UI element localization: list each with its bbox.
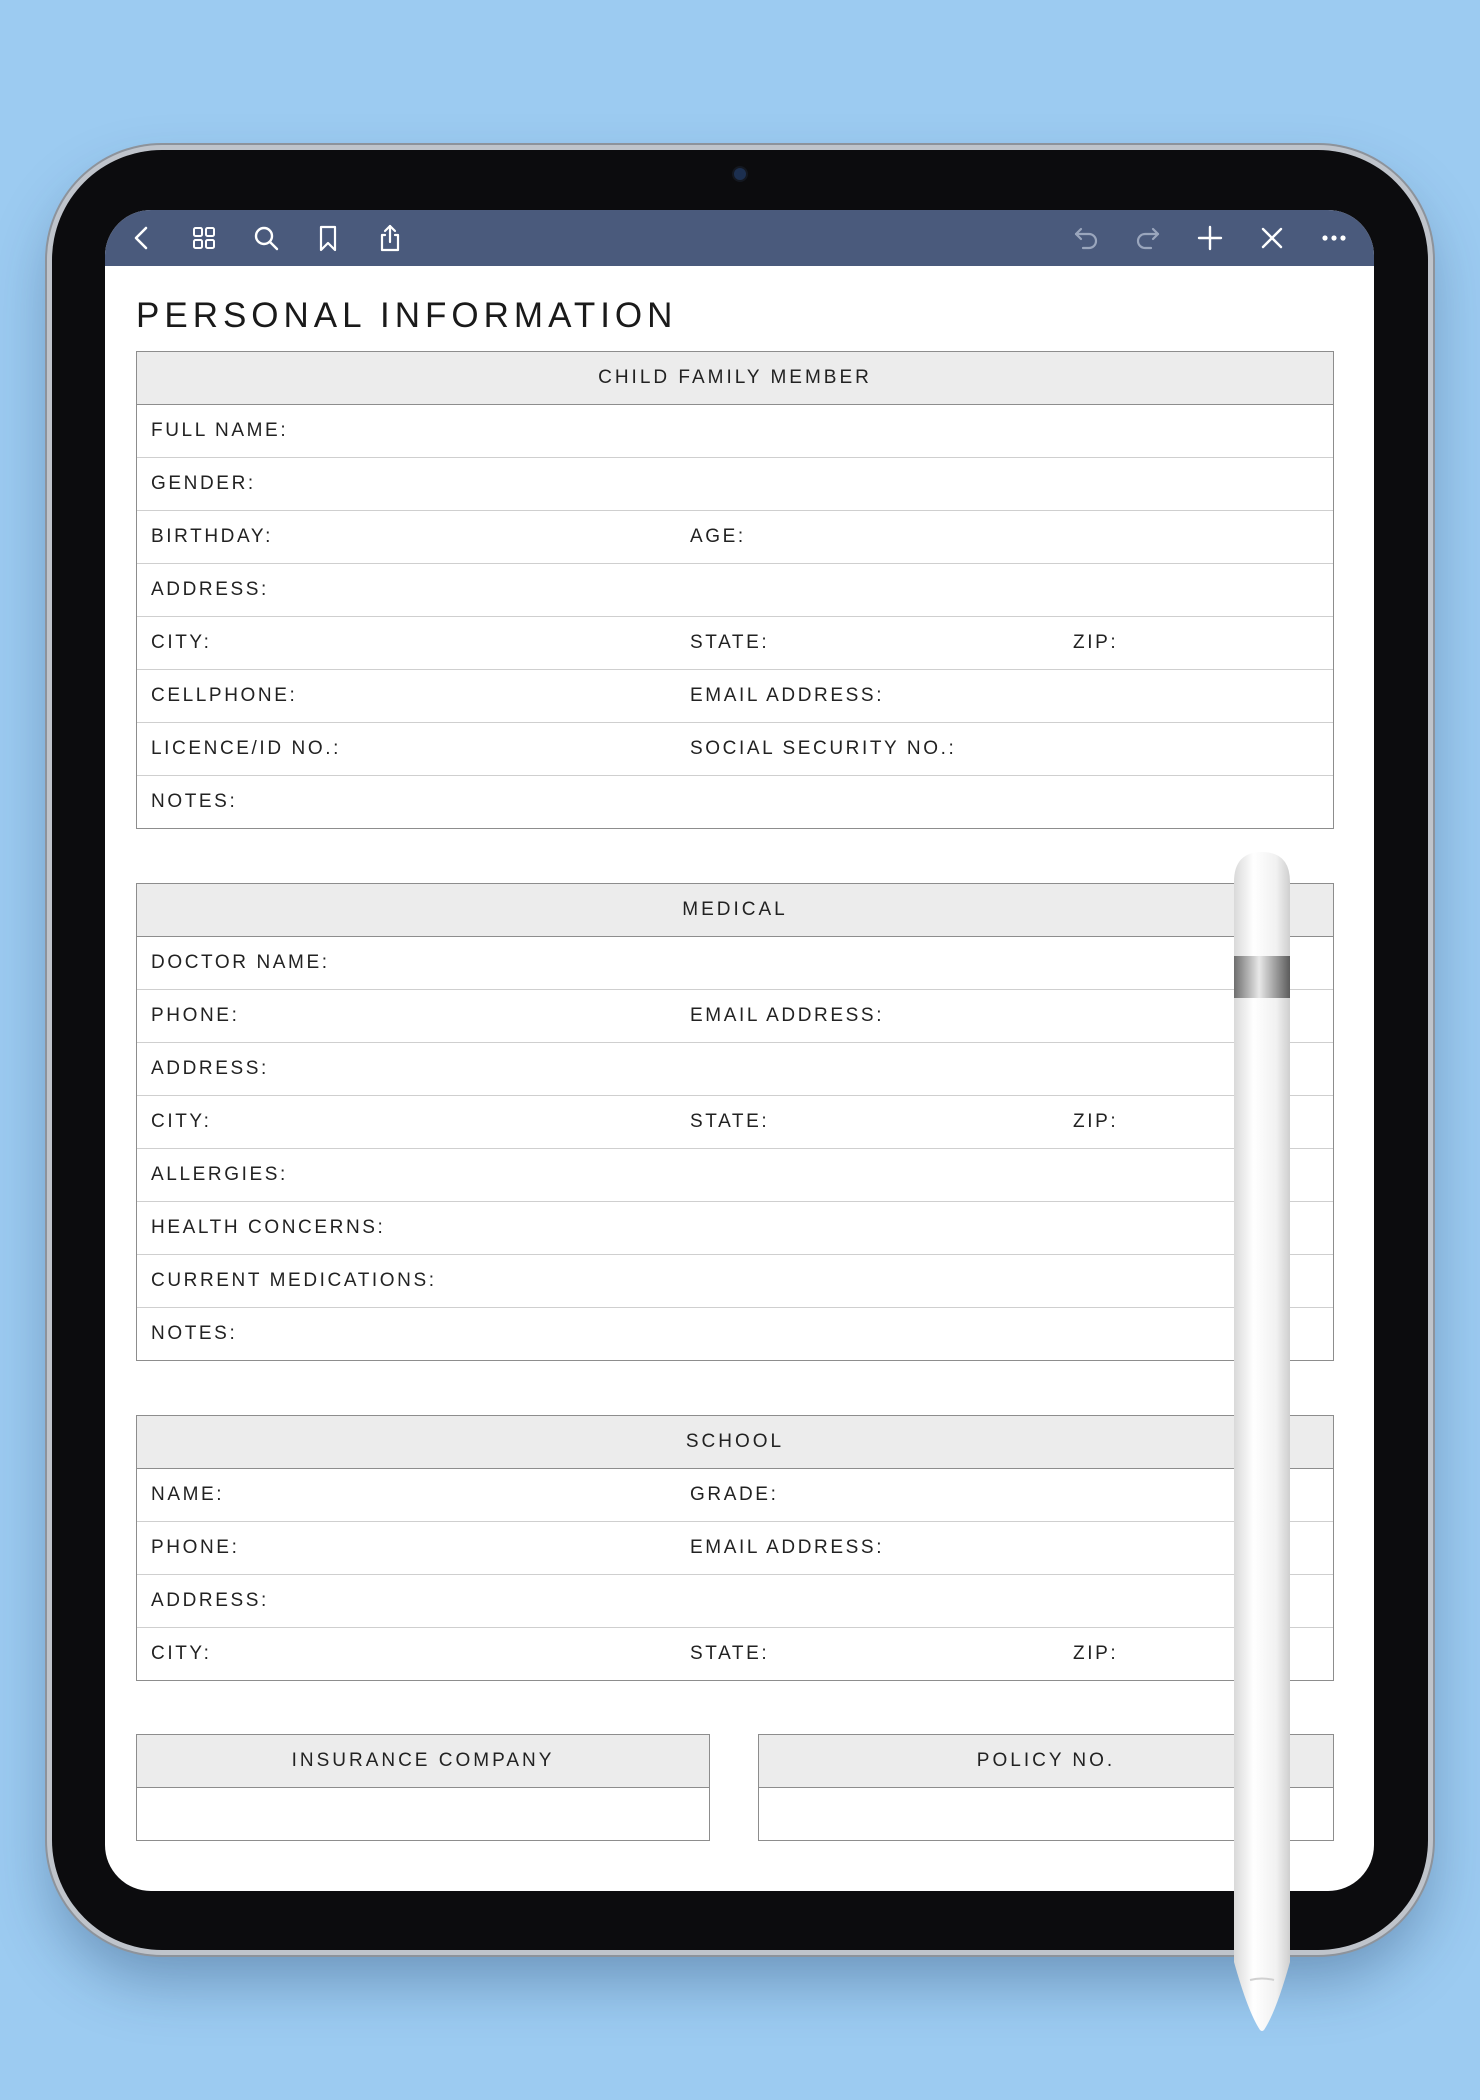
notes-field[interactable]: NOTES: — [151, 1323, 238, 1344]
state-field[interactable]: STATE: — [690, 1111, 770, 1132]
birthday-field[interactable]: BIRTHDAY: — [151, 526, 273, 547]
email-field[interactable]: EMAIL ADDRESS: — [690, 685, 885, 706]
allergies-field[interactable]: ALLERGIES: — [151, 1164, 288, 1185]
form-row — [137, 937, 1333, 990]
form-row — [137, 1255, 1333, 1308]
more-icon[interactable] — [1314, 218, 1354, 258]
form-row — [137, 1469, 1333, 1522]
form-row — [137, 1628, 1333, 1680]
city-field[interactable]: CITY: — [151, 1643, 212, 1664]
policy-number-box — [758, 1734, 1334, 1841]
form-row — [137, 990, 1333, 1043]
form-row — [137, 511, 1333, 564]
undo-icon[interactable] — [1066, 218, 1106, 258]
section-heading: MEDICAL — [137, 884, 1333, 937]
email-field[interactable]: EMAIL ADDRESS: — [690, 1005, 885, 1026]
phone-field[interactable]: PHONE: — [151, 1537, 240, 1558]
email-field[interactable]: EMAIL ADDRESS: — [690, 1537, 885, 1558]
health-concerns-field[interactable]: HEALTH CONCERNS: — [151, 1217, 386, 1238]
form-row — [137, 1522, 1333, 1575]
form-row — [137, 776, 1333, 828]
phone-field[interactable]: PHONE: — [151, 1005, 240, 1026]
school-section — [136, 1415, 1334, 1681]
back-icon[interactable] — [122, 218, 162, 258]
form-row — [137, 458, 1333, 511]
address-field[interactable]: ADDRESS: — [151, 1590, 269, 1611]
form-row — [137, 1308, 1333, 1360]
redo-icon[interactable] — [1128, 218, 1168, 258]
form-row — [137, 564, 1333, 617]
form-row — [137, 670, 1333, 723]
zip-field[interactable]: ZIP: — [1073, 1111, 1119, 1132]
current-medications-field[interactable]: CURRENT MEDICATIONS: — [151, 1270, 437, 1291]
section-heading: INSURANCE COMPANY — [137, 1735, 709, 1788]
form-row — [137, 1149, 1333, 1202]
app-toolbar — [105, 210, 1374, 266]
bookmark-icon[interactable] — [308, 218, 348, 258]
front-camera — [734, 168, 746, 180]
state-field[interactable]: STATE: — [690, 632, 770, 653]
address-field[interactable]: ADDRESS: — [151, 1058, 269, 1079]
medical-section — [136, 883, 1334, 1361]
school-name-field[interactable]: NAME: — [151, 1484, 225, 1505]
plus-icon[interactable] — [1190, 218, 1230, 258]
city-field[interactable]: CITY: — [151, 632, 212, 653]
notes-field[interactable]: NOTES: — [151, 791, 238, 812]
form-row — [137, 617, 1333, 670]
form-row — [137, 1202, 1333, 1255]
licence-id-field[interactable]: LICENCE/ID NO.: — [151, 738, 341, 759]
insurance-company-box — [136, 1734, 710, 1841]
share-icon[interactable] — [370, 218, 410, 258]
section-heading: CHILD FAMILY MEMBER — [137, 352, 1333, 405]
grid-icon[interactable] — [184, 218, 224, 258]
section-heading: SCHOOL — [137, 1416, 1333, 1469]
close-icon[interactable] — [1252, 218, 1292, 258]
form-row — [137, 1043, 1333, 1096]
app-screen — [105, 210, 1374, 1891]
search-icon[interactable] — [246, 218, 286, 258]
grade-field[interactable]: GRADE: — [690, 1484, 779, 1505]
address-field[interactable]: ADDRESS: — [151, 579, 269, 600]
page-title: PERSONAL INFORMATION — [136, 296, 678, 335]
zip-field[interactable]: ZIP: — [1073, 632, 1119, 653]
form-row — [137, 1575, 1333, 1628]
age-field[interactable]: AGE: — [690, 526, 746, 547]
form-row — [137, 405, 1333, 458]
insurance-company-field[interactable] — [137, 1788, 709, 1840]
social-security-field[interactable]: SOCIAL SECURITY NO.: — [690, 738, 957, 759]
city-field[interactable]: CITY: — [151, 1111, 212, 1132]
doctor-name-field[interactable]: DOCTOR NAME: — [151, 952, 330, 973]
child-family-member-section — [136, 351, 1334, 829]
state-field[interactable]: STATE: — [690, 1643, 770, 1664]
gender-field[interactable]: GENDER: — [151, 473, 256, 494]
policy-number-field[interactable] — [759, 1788, 1333, 1840]
form-row — [137, 723, 1333, 776]
full-name-field[interactable]: FULL NAME: — [151, 420, 289, 441]
section-heading: POLICY NO. — [759, 1735, 1333, 1788]
form-row — [137, 1096, 1333, 1149]
zip-field[interactable]: ZIP: — [1073, 1643, 1119, 1664]
cellphone-field[interactable]: CELLPHONE: — [151, 685, 298, 706]
